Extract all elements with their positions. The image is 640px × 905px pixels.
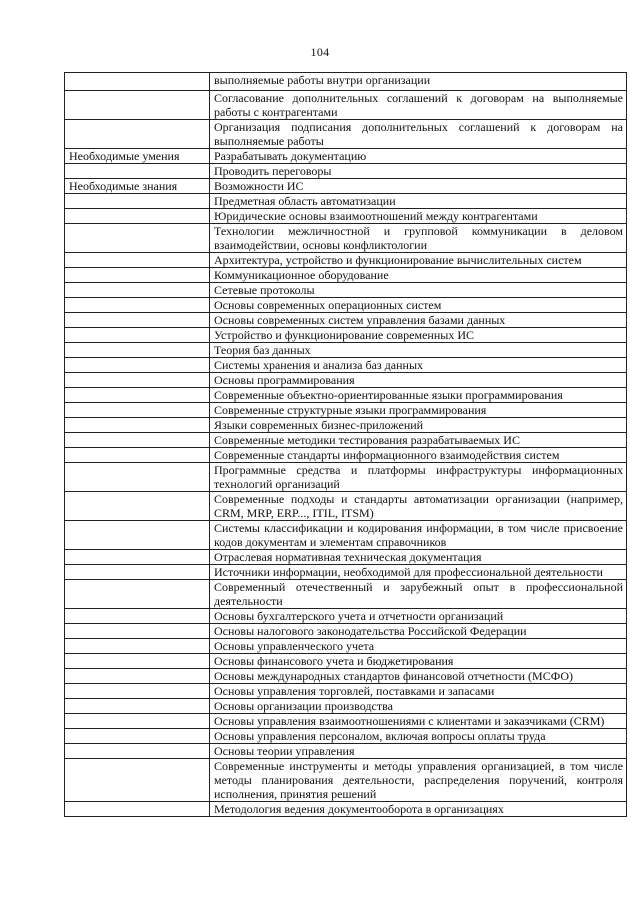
- requirement-item-cell: Современные инструменты и методы управления организацией, в том числе методы планирования деятельности, распределения поручений, контроля исполнения, принятия решений: [210, 759, 627, 802]
- requirement-category-cell: [65, 298, 210, 313]
- requirement-category-cell: [65, 73, 210, 91]
- requirements-table-body: [65, 73, 627, 817]
- requirement-item-cell: Организация подписания дополнительных соглашений к договорам на выполняемые работы: [210, 120, 627, 149]
- table-row: [65, 224, 627, 253]
- requirement-item-cell: Основы организации производства: [210, 699, 627, 714]
- requirement-item-cell: Основы международных стандартов финансовой отчетности (МСФО): [210, 669, 627, 684]
- table-row: [65, 699, 627, 714]
- requirement-category-cell: [65, 283, 210, 298]
- requirements-table: [64, 72, 627, 817]
- requirement-item-cell: Коммуникационное оборудование: [210, 268, 627, 283]
- table-row: [65, 669, 627, 684]
- table-row: [65, 759, 627, 802]
- requirement-item-cell: Технологии межличностной и групповой коммуникации в деловом взаимодействии, основы конфликтологии: [210, 224, 627, 253]
- requirement-item-cell: Современные стандарты информационного взаимодействия систем: [210, 448, 627, 463]
- requirement-item-cell: Языки современных бизнес-приложений: [210, 418, 627, 433]
- requirement-item-cell: Отраслевая нормативная техническая документация: [210, 550, 627, 565]
- requirement-category-cell: [65, 759, 210, 802]
- requirement-category-cell: [65, 565, 210, 580]
- requirement-item-cell: Основы управленческого учета: [210, 639, 627, 654]
- requirement-category-cell: [65, 373, 210, 388]
- table-row: [65, 744, 627, 759]
- requirement-category-cell: [65, 433, 210, 448]
- table-row: [65, 209, 627, 224]
- requirement-category-cell: [65, 624, 210, 639]
- table-row: [65, 729, 627, 744]
- requirement-item-cell: Основы теории управления: [210, 744, 627, 759]
- table-row: [65, 463, 627, 492]
- requirement-category-cell: [65, 684, 210, 699]
- requirement-item-cell: Современные структурные языки программирования: [210, 403, 627, 418]
- requirement-category-cell: [65, 744, 210, 759]
- requirement-item-cell: выполняемые работы внутри организации: [210, 73, 627, 91]
- requirement-category-cell: [65, 358, 210, 373]
- requirement-category-cell: [65, 669, 210, 684]
- requirement-item-cell: Основы управления взаимоотношениями с клиентами и заказчиками (CRM): [210, 714, 627, 729]
- table-row: [65, 448, 627, 463]
- requirement-category-cell: [65, 388, 210, 403]
- requirement-item-cell: Основы налогового законодательства Российской Федерации: [210, 624, 627, 639]
- requirement-item-cell: Основы финансового учета и бюджетирования: [210, 654, 627, 669]
- table-row: [65, 565, 627, 580]
- requirement-category-cell: [65, 639, 210, 654]
- requirement-category-cell: Необходимые умения: [65, 149, 210, 164]
- requirement-item-cell: Теория баз данных: [210, 343, 627, 358]
- requirement-category-cell: [65, 120, 210, 149]
- requirement-category-cell: [65, 418, 210, 433]
- page-number: 104: [310, 45, 330, 59]
- table-row: [65, 433, 627, 448]
- table-row: [65, 328, 627, 343]
- requirement-category-cell: [65, 729, 210, 744]
- requirement-item-cell: Современные подходы и стандарты автоматизации организации (например, CRM, MRP, ERP..., ITIL, ITSM): [210, 492, 627, 521]
- table-row: [65, 403, 627, 418]
- requirement-item-cell: Разрабатывать документацию: [210, 149, 627, 164]
- requirement-category-cell: [65, 699, 210, 714]
- requirement-item-cell: Основы современных систем управления базами данных: [210, 313, 627, 328]
- requirement-category-cell: [65, 580, 210, 609]
- requirement-item-cell: Современные методики тестирования разрабатываемых ИС: [210, 433, 627, 448]
- requirement-item-cell: Методология ведения документооборота в организациях: [210, 802, 627, 817]
- requirement-category-cell: [65, 609, 210, 624]
- table-row: [65, 120, 627, 149]
- table-row: [65, 624, 627, 639]
- table-row: [65, 654, 627, 669]
- requirement-item-cell: Современный отечественный и зарубежный опыт в профессиональной деятельности: [210, 580, 627, 609]
- requirement-item-cell: Юридические основы взаимоотношений между контрагентами: [210, 209, 627, 224]
- table-row: [65, 179, 627, 194]
- table-row: [65, 343, 627, 358]
- requirement-item-cell: Проводить переговоры: [210, 164, 627, 179]
- table-row: [65, 550, 627, 565]
- table-row: [65, 91, 627, 120]
- table-row: [65, 492, 627, 521]
- table-row: [65, 373, 627, 388]
- table-row: [65, 73, 627, 91]
- requirement-item-cell: Устройство и функционирование современных ИС: [210, 328, 627, 343]
- table-row: [65, 418, 627, 433]
- requirement-item-cell: Архитектура, устройство и функционирование вычислительных систем: [210, 253, 627, 268]
- requirement-category-cell: [65, 463, 210, 492]
- table-row: [65, 639, 627, 654]
- requirement-category-cell: [65, 492, 210, 521]
- requirement-category-cell: [65, 91, 210, 120]
- requirement-item-cell: Основы программирования: [210, 373, 627, 388]
- table-row: [65, 609, 627, 624]
- requirement-category-cell: [65, 550, 210, 565]
- table-row: [65, 358, 627, 373]
- requirement-category-cell: [65, 268, 210, 283]
- requirement-category-cell: [65, 343, 210, 358]
- requirement-category-cell: [65, 403, 210, 418]
- requirement-item-cell: Основы бухгалтерского учета и отчетности организаций: [210, 609, 627, 624]
- requirement-item-cell: Основы управления персоналом, включая вопросы оплаты труда: [210, 729, 627, 744]
- table-row: [65, 164, 627, 179]
- requirement-category-cell: [65, 253, 210, 268]
- requirement-item-cell: Сетевые протоколы: [210, 283, 627, 298]
- requirement-category-cell: [65, 164, 210, 179]
- requirement-item-cell: Системы хранения и анализа баз данных: [210, 358, 627, 373]
- requirement-category-cell: Необходимые знания: [65, 179, 210, 194]
- requirement-category-cell: [65, 194, 210, 209]
- requirement-item-cell: Предметная область автоматизации: [210, 194, 627, 209]
- requirement-category-cell: [65, 328, 210, 343]
- requirement-category-cell: [65, 714, 210, 729]
- table-row: [65, 388, 627, 403]
- requirement-item-cell: Возможности ИС: [210, 179, 627, 194]
- table-row: [65, 802, 627, 817]
- table-row: [65, 684, 627, 699]
- table-row: [65, 149, 627, 164]
- requirement-category-cell: [65, 802, 210, 817]
- table-row: [65, 580, 627, 609]
- requirement-category-cell: [65, 209, 210, 224]
- requirement-item-cell: Современные объектно-ориентированные языки программирования: [210, 388, 627, 403]
- requirement-category-cell: [65, 224, 210, 253]
- requirement-category-cell: [65, 654, 210, 669]
- table-row: [65, 194, 627, 209]
- requirement-item-cell: Системы классификации и кодирования информации, в том числе присвоение кодов документам и элементам справочников: [210, 521, 627, 550]
- table-row: [65, 313, 627, 328]
- table-row: [65, 714, 627, 729]
- table-row: [65, 283, 627, 298]
- requirement-item-cell: Основы современных операционных систем: [210, 298, 627, 313]
- table-row: [65, 253, 627, 268]
- table-row: [65, 268, 627, 283]
- requirement-item-cell: Программные средства и платформы инфраструктуры информационных технологий организаций: [210, 463, 627, 492]
- table-row: [65, 521, 627, 550]
- requirement-category-cell: [65, 448, 210, 463]
- requirement-item-cell: Согласование дополнительных соглашений к договорам на выполняемые работы с контрагентами: [210, 91, 627, 120]
- requirement-category-cell: [65, 521, 210, 550]
- requirement-category-cell: [65, 313, 210, 328]
- requirement-item-cell: Источники информации, необходимой для профессиональной деятельности: [210, 565, 627, 580]
- requirement-item-cell: Основы управления торговлей, поставками и запасами: [210, 684, 627, 699]
- table-row: [65, 298, 627, 313]
